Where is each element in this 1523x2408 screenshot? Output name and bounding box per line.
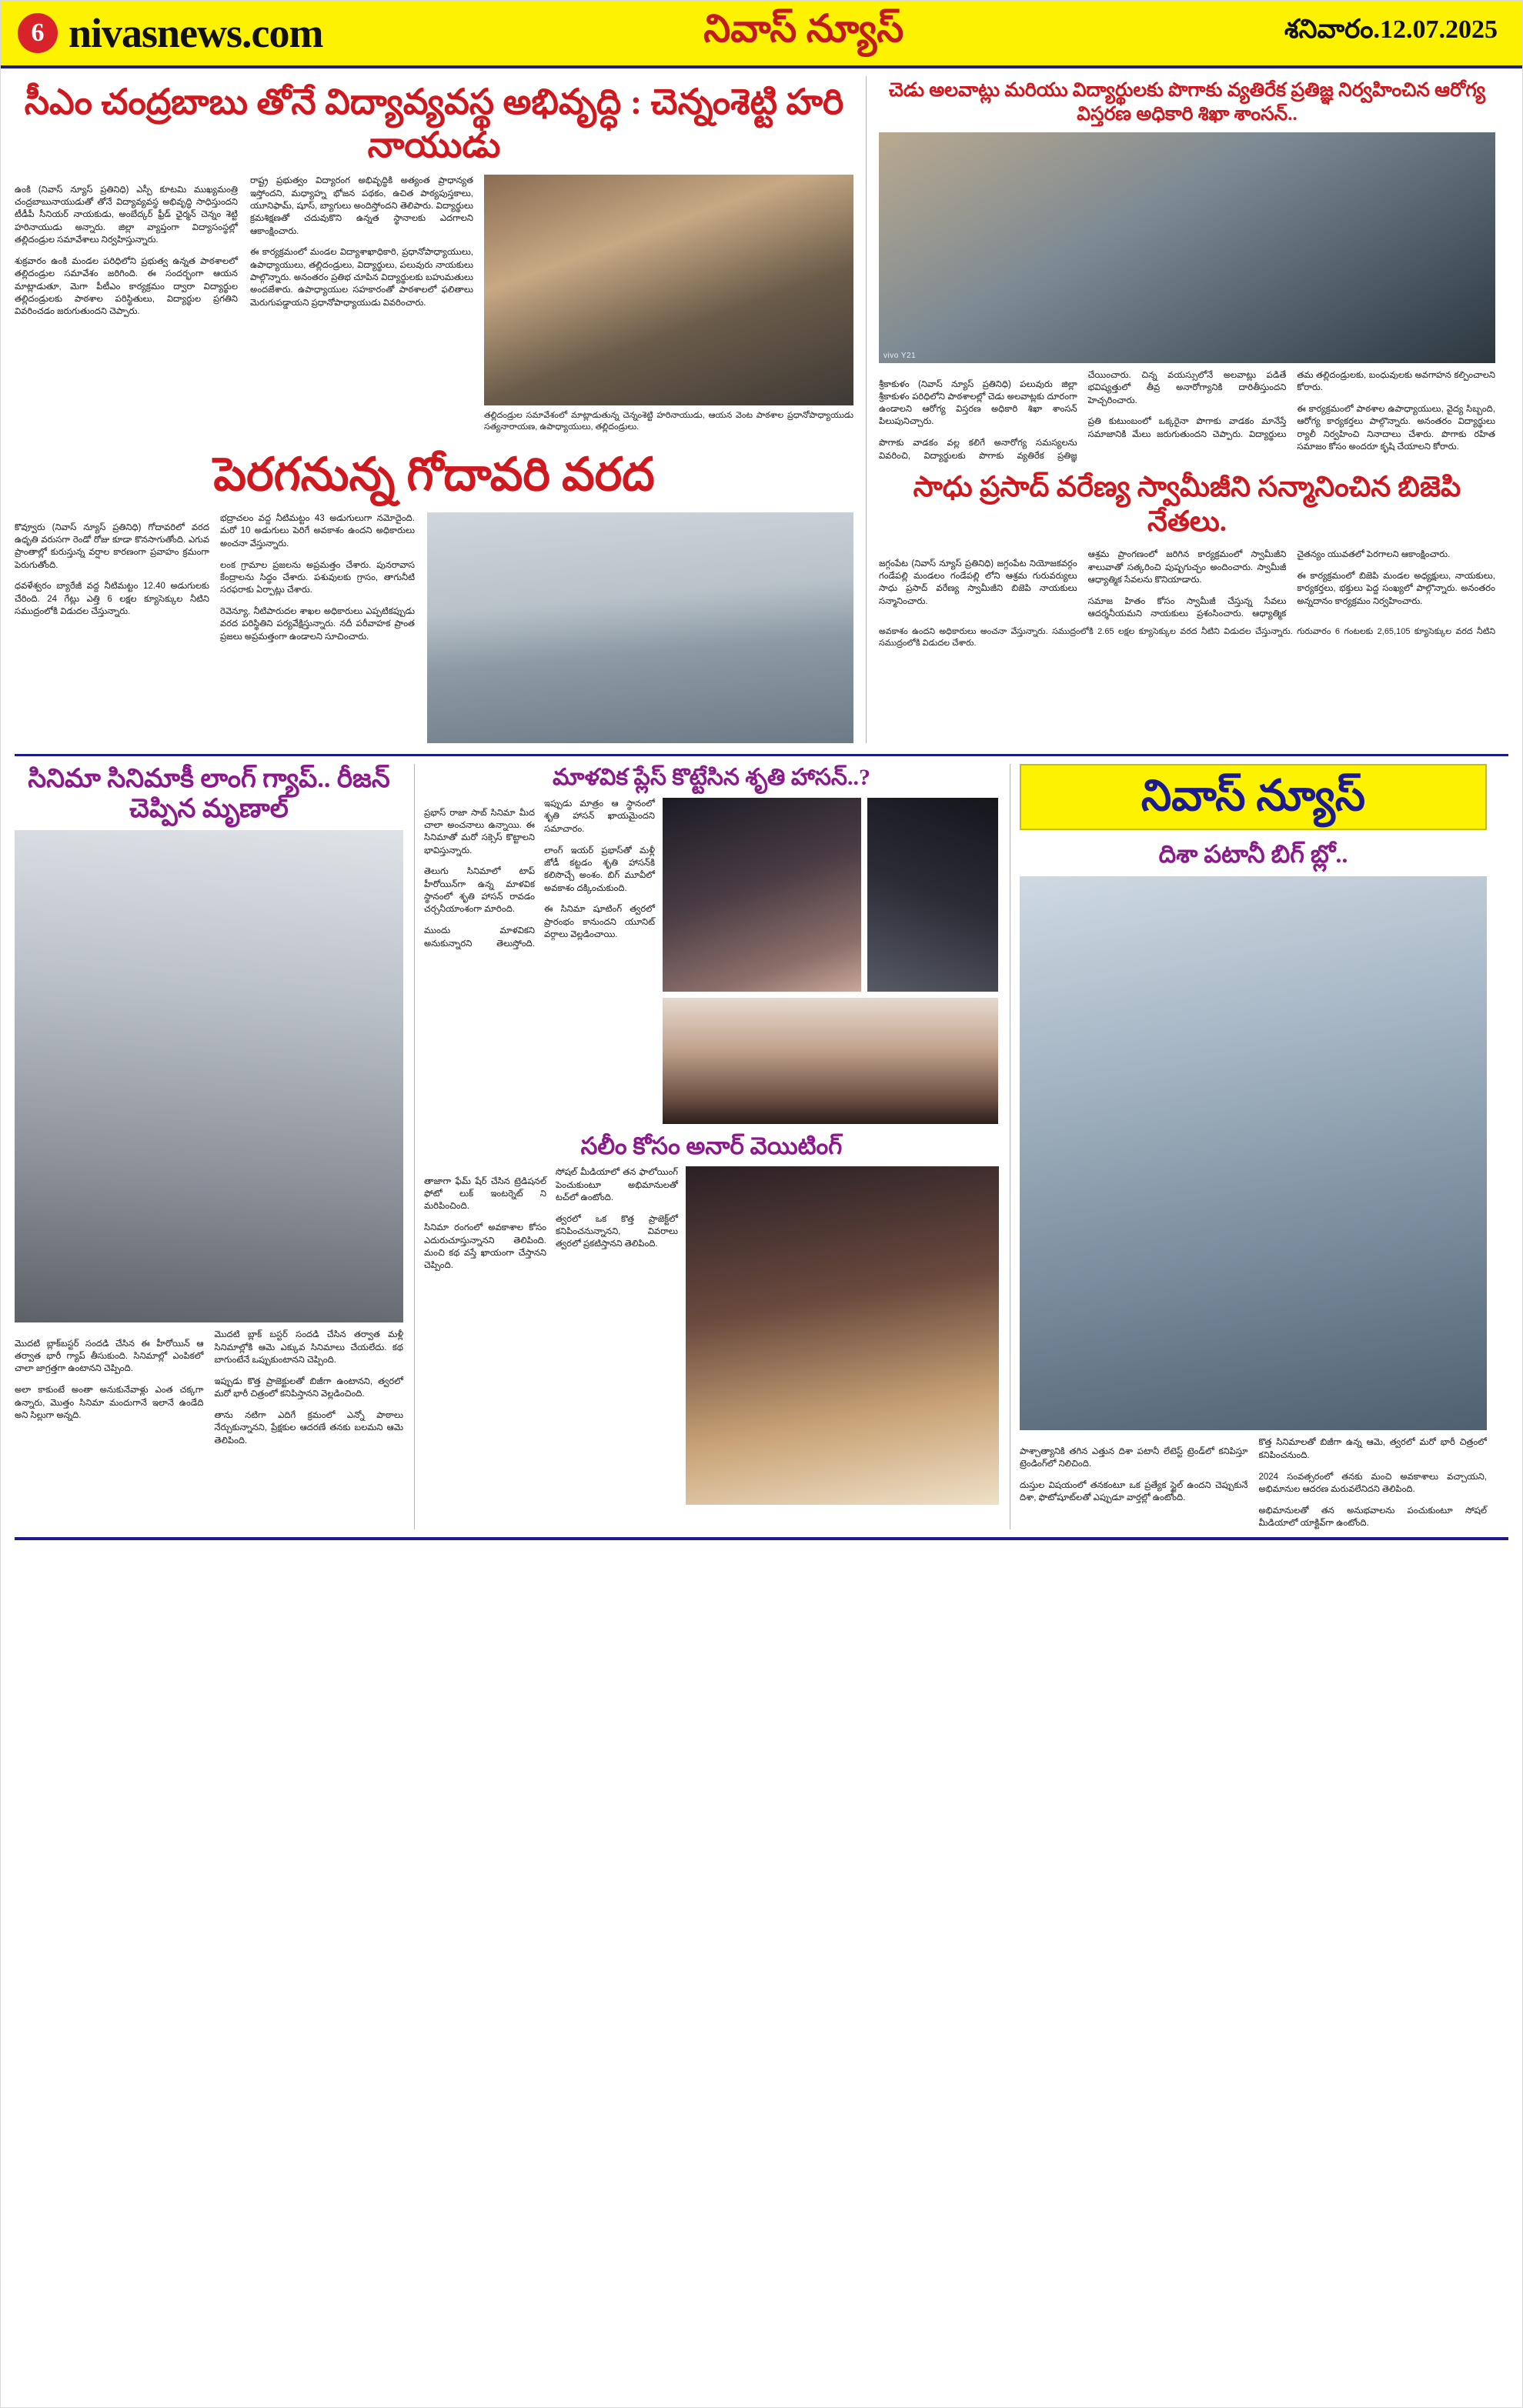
- paragraph: ముందు మాళవికని అనుకున్నారని తెలుస్తోంది. ఇప్పుడు మాత్రం ఆ స్థానంలో శృతి హాసన్ ఖాయమైందని సమాచారం.: [424, 799, 655, 949]
- paragraph: తాను నటిగా ఎదిగే క్రమంలో ఎన్నో పాఠాలు నేర్చుకున్నానని, ప్రేక్షకుల ఆదరణే తనకు బలమని ఆమె తెలిపింది.: [214, 1410, 403, 1446]
- paragraph: శ్రీకాకుళం (నివాస్ న్యూస్ ప్రతినిధి) పలువురు జిల్లా శ్రీకాకుళం పరిధిలోని పాఠశాలల్లో చెడు అలవాట్లకు దూరంగా ఉండాలని ఆరోగ్య విస్తరణ అధికారి శిఖా శాంసన్ పిలుపునిచ్చారు.: [879, 379, 1077, 427]
- photo-watermark: vivo Y21: [883, 352, 917, 360]
- godavari-flood-photo: [427, 512, 853, 743]
- paragraph: పాశ్చాత్యానికి తగిన ఎత్తున దిశా పటానీ లేటెస్ట్ ట్రెండ్‌లో కనిపిస్తూ ట్రెండింగ్‌లో నిలిచింది.: [1020, 1446, 1248, 1469]
- paragraph: అభిమానులతో తన అనుభవాలను పంచుకుంటూ సోషల్ మీడియాలో యాక్టివ్‌గా ఉంటోంది.: [1258, 1506, 1487, 1529]
- bottom-row: [15, 754, 1508, 1529]
- parents-meeting-photo: [484, 175, 853, 405]
- brand-box: [1020, 764, 1487, 830]
- flood-caption: అవకాశం ఉందని అధికారులు అంచనా వేస్తున్నారు. సముద్రంలోకి 2.65 లక్షల క్యూసెక్కుల వరద నీటిని విడుదల చేస్తున్నారు. గురువారం 6 గంటలకు 2,65,105 క్యూసెక్కుల వరద నీటిని సముద్రంలోకి విడుదల చేశారు.: [879, 627, 1495, 649]
- article-health-pledge: [879, 76, 1495, 462]
- paragraph: రెవెన్యూ, నీటిపారుదల శాఖల అధికారులు ఎప్పటికప్పుడు వరద పరిస్థితిని పర్యవేక్షిస్తున్నారు. నదీ పరీవాహక ప్రాంత ప్రజలు అప్రమత్తంగా ఉండాలని సూచించారు.: [220, 607, 415, 642]
- paragraph: లంక గ్రామాల ప్రజలను అప్రమత్తం చేశారు. పునరావాస కేంద్రాలను సిద్ధం చేశారు. పశువులకు గ్రాసం, తాగునీటి సరఫరాకు ఏర్పాట్లు చేశారు.: [220, 560, 415, 595]
- paragraph: పొగాకు వాడకం వల్ల కలిగే అనారోగ్య సమస్యలను వివరించి, విద్యార్థులకు పొగాకు వ్యతిరేక ప్రతిజ్ఞ చేయించారు. చిన్న వయస్సులోనే అలవాట్లు పడితే భవిష్యత్తులో తీవ్ర అనారోగ్యానికి దారితీస్తుందని హెచ్చరించారు.: [879, 371, 1287, 461]
- right-column: [866, 76, 1495, 743]
- page-number-badge: 6: [18, 13, 58, 53]
- paragraph: కొవ్వూరు (నివాస్ న్యూస్ ప్రతినిధి) గోదావరిలో వరద ఉధృతి వరుసగా రెండో రోజు కూడా కొనసాగుతోంది. ఎగువ ప్రాంతాల్లో కురుస్తున్న వర్షాల కారణంగా ప్రవాహం క్రమంగా పెరుగుతోంది.: [15, 522, 209, 570]
- article-disha-headline: దిశా పటానీ బిగ్ బ్లో..: [1158, 840, 1348, 869]
- article-shruti: [424, 764, 999, 1124]
- article-salim-anar: [424, 1124, 999, 1505]
- footer-rule: [15, 1537, 1508, 1540]
- article-godavari-flood-headline: పెరగనున్న గోదావరి వరద: [213, 449, 655, 500]
- anar-portrait-photo: [686, 1166, 999, 1505]
- article-disha: [1020, 830, 1487, 1529]
- paragraph: ఈ సినిమా షూటింగ్ త్వరలో ప్రారంభం కానుందని యూనిట్ వర్గాలు వెల్లడించాయి.: [544, 905, 655, 940]
- paragraph: ప్రభాస్ రాజా సాబ్ సినిమా మీద చాలా అంచనాలు ఉన్నాయి. ఈ సినిమాతో మరో సక్సెస్ కొట్టాలని భావిస్తున్నారు.: [424, 808, 535, 855]
- article-salim-anar-headline: సలీం కోసం అనార్ వెయిటింగ్: [580, 1132, 843, 1160]
- paragraph: 2024 సంవత్సరంలో తనకు మంచి అవకాశాలు వచ్చాయని, అభిమానుల ఆదరణ మరువలేనిదని తెలిపింది.: [1258, 1472, 1487, 1494]
- center-column: [414, 764, 999, 1529]
- far-right-column: [1010, 764, 1487, 1529]
- article-salim-anar-body: [424, 1166, 678, 1505]
- article-godavari-flood-body: [15, 512, 415, 743]
- paragraph: మొదటి బ్లాక్‌బస్టర్ సందడి చేసిన ఈ హీరోయిన్ ఆ తర్వాత భారీ గ్యాప్ తీసుకుంది. సినిమాల్లో ఎంపికలో చాలా జాగ్రత్తగా ఉంటానని చెప్పింది.: [15, 1339, 204, 1374]
- paragraph: దుస్తుల విషయంలో తనకంటూ ఒక ప్రత్యేక స్టైల్ ఉందని చెప్పుకునే దిశా, ఫొటోషూట్‌లతో ఎప్పుడూ వార్తల్లో ఉంటోంది.: [1020, 1481, 1248, 1503]
- paragraph: ఈ కార్యక్రమంలో పాఠశాల ఉపాధ్యాయులు, వైద్య సిబ్బంది, ఆరోగ్య కార్యకర్తలు పాల్గొన్నారు. అనంతరం విద్యార్థులు ర్యాలీ నిర్వహించి నినాదాలు చేశారు. పొగాకు రహిత సమాజం కోసం అందరూ కృషి చేయాలని కోరారు.: [1297, 405, 1495, 452]
- paragraph: అలా కాకుంటే అంతా అనుకునేవాళ్లు ఎంత చక్కగా ఉన్నారు, మొత్తం సినిమా మందుగానే ఇలానే ఉండేది అని సిల్లుగా అన్నది.: [15, 1386, 204, 1420]
- paragraph: ప్రతి కుటుంబంలో ఒక్కరైనా పొగాకు వాడకం మానేస్తే సమాజానికి మేలు జరుగుతుందని చెప్పారు. విద్యార్థులు తమ తల్లిదండ్రులకు, బంధువులకు అవగాహన కల్పించాలని కోరారు.: [1087, 371, 1495, 439]
- masthead-brand-title: నివాస్ న్యూస్: [703, 6, 904, 50]
- paragraph: ఈ కార్యక్రమంలో మండల విద్యాశాఖాధికారి, ప్రధానోపాధ్యాయులు, ఉపాధ్యాయులు, తల్లిదండ్రులు, విద్యార్థులు, పలువురు నాయకులు పాల్గొన్నారు. అనంతరం ప్రతిభ చూపిన విద్యార్థులకు బహుమతులు అందజేశారు. ఉపాధ్యాయుల సహకారంతో పాఠశాలలో ఫలితాలు మెరుగుపడ్డాయని ప్రధానోపాధ్యాయుడు వివరించారు.: [250, 248, 473, 308]
- paragraph: శుక్రవారం ఉంకి మండల పరిధిలోని ప్రభుత్వ ఉన్నత పాఠశాలలో తల్లిదండ్రుల సమావేశం జరిగింది. ఈ సందర్భంగా ఆయన మాట్లాడుతూ, మెగా పీటీఎం కార్యక్రమం ద్వారా విద్యార్థుల తల్లిదండ్రులకు పాఠశాల పరిస్థితులు, విద్యార్థుల ప్రగతిని వివరించడం జరుగుతుందని చెప్పారు.: [15, 256, 238, 317]
- paragraph: కొత్త సినిమాలతో బిజీగా ఉన్న ఆమె, త్వరలో మరో భారీ చిత్రంలో కనిపించనుంది.: [1258, 1438, 1487, 1460]
- paragraph: సినిమా రంగంలో అవకాశాల కోసం ఎదురుచూస్తున్నానని తెలిపింది. మంచి కథ వస్తే ఖాయంగా చేస్తానని చెప్పింది.: [424, 1223, 546, 1271]
- paragraph: త్వరలో ఒక కొత్త ప్రాజెక్ట్‌లో కనిపించనున్నానని, వివరాలు త్వరలో ప్రకటిస్తానని తెలిపింది.: [556, 1214, 678, 1249]
- article-cm-education: [15, 76, 853, 433]
- paragraph: మొదటి బ్లాక్ బస్టర్ సందడి చేసిన తర్వాత మళ్లీ సినిమాల్లోకి ఆమె ఎక్కువ సినిమాలు చేయలేదు. కథ బాగుంటేనే ఒప్పుకుంటానని చెప్పింది.: [214, 1330, 403, 1365]
- article-bjp-swamiji: [879, 462, 1495, 649]
- paragraph: ఈ కార్యక్రమంలో బిజెపి మండల అధ్యక్షులు, నాయకులు, కార్యకర్తలు, భక్తులు పెద్ద సంఖ్యలో పాల్గొన్నారు. అనంతరం అన్నదానం కార్యక్రమం నిర్వహించారు.: [1297, 572, 1495, 606]
- shruti-portrait-photo-a: [663, 798, 861, 992]
- article-health-pledge-headline: చెడు అలవాట్లు మరియు విద్యార్థులకు పొగాకు వ్యతిరేక ప్రతిజ్ఞ నిర్వహించిన ఆరోగ్య విస్తరణ అధికారి శిఖా శాంసన్..: [888, 80, 1486, 125]
- paragraph: జగ్గంపేట (నివాస్ న్యూస్ ప్రతినిధి) జగ్గంపేట నియోజకవర్గం గండేపల్లి మండలం గండేపల్లి లోని ఆశ్రమ గురువర్యులు సాధు ప్రసాద్ వరేణ్య స్వామీజీని బిజెపి నాయకులు సన్మానించారు.: [879, 559, 1077, 606]
- shruti-portrait-photo-c: [663, 998, 998, 1124]
- paragraph: ఇప్పుడు కొత్త ప్రాజెక్టులతో బిజీగా ఉంటానని, త్వరలో మరో భారీ చిత్రంలో కనిపిస్తానని వెల్లడించింది.: [214, 1376, 403, 1399]
- paragraph: ధవళేశ్వరం బ్యారేజీ వద్ద నీటిమట్టం 12.40 అడుగులకు చేరింది. 24 గేట్లు ఎత్తి 6 లక్షల క్యూసెక్కుల నీటిని సముద్రంలోకి విడుదల చేస్తున్నారు.: [15, 582, 209, 617]
- article-mrunal: [15, 764, 403, 1529]
- top-row: [15, 76, 1508, 743]
- article-bjp-swamiji-headline: సాధు ప్రసాద్ వరేణ్య స్వామీజీని సన్మానించిన బిజెపి నేతలు.: [913, 471, 1461, 539]
- paragraph: తెలుగు సినిమాలో టాప్ హీరోయిన్‌గా ఉన్న మాళవిక స్థానంలో శృతి హాసన్ రావడం చర్చనీయాంశంగా మారింది.: [424, 867, 535, 915]
- mrunal-portrait-photo: [15, 830, 403, 1322]
- masthead: [1, 1, 1522, 68]
- article-health-pledge-body: [879, 369, 1495, 462]
- paragraph: రాష్ట్ర ప్రభుత్వం విద్యారంగ అభివృద్ధికి అత్యంత ప్రాధాన్యత ఇస్తోందని, మధ్యాహ్న భోజన పథకం, ఉచిత పాఠ్యపుస్తకాలు, యూనిఫామ్, షూస్, బ్యాగులు అందిస్తోందని తెలిపారు. విద్యార్థులు క్రమశిక్షణతో చదువుకొని ఉన్నత స్థానాలకు ఎదగాలని ఆకాంక్షించారు.: [250, 176, 473, 236]
- masthead-date: శనివారం.12.07.2025: [1284, 15, 1498, 44]
- shruti-portrait-photo-b: [867, 798, 998, 992]
- article-mrunal-headline: సినిమా సినిమాకీ లాంగ్ గ్యాప్.. రీజన్ చెప్పిన మృణాల్: [28, 765, 390, 824]
- article-cm-education-figure: [484, 175, 853, 433]
- brand-box-text: నివాస్ న్యూస్: [1141, 772, 1366, 821]
- paragraph: ఉంకి (నివాస్ న్యూస్ ప్రతినిధి) ఎస్పీ కూటమి ముఖ్యమంత్రి చంద్రబాబునాయుడుతో తోనే విద్యావ్యవస్థ అభివృద్ధి సాధిస్తుందని టీడీపీ సీనియర్ నాయకుడు, అంబేద్కర్ ఫ్రీడ్ ఛైర్మన్ చెన్నం శెట్టి హరినాయుడు అన్నారు. జిల్లా వ్యాప్తంగా విద్యాసంస్థల్లో తల్లిదండ్రుల సమావేశాలు నిర్వహిస్తున్నారు.: [15, 185, 238, 245]
- article-cm-education-body: [15, 175, 473, 433]
- page-content: [1, 68, 1522, 1540]
- health-awareness-photo: [879, 132, 1495, 363]
- article-godavari-flood: [15, 441, 853, 743]
- paragraph: సోషల్ మీడియాలో తన ఫాలోయింగ్ పెంచుకుంటూ అభిమానులతో టచ్‌లో ఉంటోంది.: [556, 1168, 678, 1202]
- paragraph: భద్రాచలం వద్ద నీటిమట్టం 43 అడుగులుగా నమోదైంది. మరో 10 అడుగులు పెరిగే అవకాశం ఉందని అధికారులు అంచనా వేస్తున్నారు.: [220, 514, 415, 549]
- paragraph: లాంగ్ ఇయర్ ప్రభాస్‌తో మళ్లీ జోడీ కట్టడం శృతి హాసన్‌కి కలిసొచ్చే అంశం. బిగ్ మూవీలో అవకాశం దక్కించుకుంది.: [544, 845, 655, 893]
- site-url[interactable]: nivasnews.com: [68, 10, 323, 56]
- article-disha-body: [1020, 1436, 1487, 1529]
- article-mrunal-body: [15, 1329, 403, 1447]
- paragraph: ఆశ్రమ ప్రాంగణంలో జరిగిన కార్యక్రమంలో స్వామీజీని శాలువాతో సత్కరించి పుష్పగుచ్ఛం అందించారు. స్వామీజీ ఆధ్యాత్మిక సేవలను కొనియాడారు.: [1087, 550, 1287, 585]
- article-shruti-body: [424, 798, 655, 1124]
- paragraph: సమాజ హితం కోసం స్వామీజీ చేస్తున్న సేవలు ఆదర్శనీయమని నాయకులు ప్రశంసించారు. ఆధ్యాత్మిక చైతన్యం యువతలో పెరగాలని ఆకాంక్షించారు.: [1087, 550, 1451, 619]
- article-bjp-swamiji-body: [879, 549, 1495, 620]
- paragraph: తాజాగా ఫేమ్ షేర్ చేసిన ట్రెడిషనల్ ఫోటో లుక్ ఇంటర్నెట్ ని మరిపించింది.: [424, 1176, 546, 1212]
- photo-caption: తల్లిదండ్రుల సమావేశంలో మాట్లాడుతున్న చెన్నంశెట్టి హరినాయుడు, ఆయన వెంట పాఠశాల ప్రధానోపాధ్యాయుడు సత్యనారాయణ, ఉపాధ్యాయులు, తల్లిదండ్రులు.: [484, 411, 853, 432]
- disha-portrait-photo: [1020, 876, 1487, 1430]
- article-shruti-headline: మాళవిక ప్లేస్ కొట్టేసిన శృతి హాసన్..?: [552, 765, 870, 791]
- left-column: [15, 76, 853, 743]
- article-cm-education-headline: సీఎం చంద్రబాబు తోనే విద్యావ్యవస్థ అభివృద్ధి : చెన్నంశెట్టి హరి నాయుడు: [24, 82, 844, 165]
